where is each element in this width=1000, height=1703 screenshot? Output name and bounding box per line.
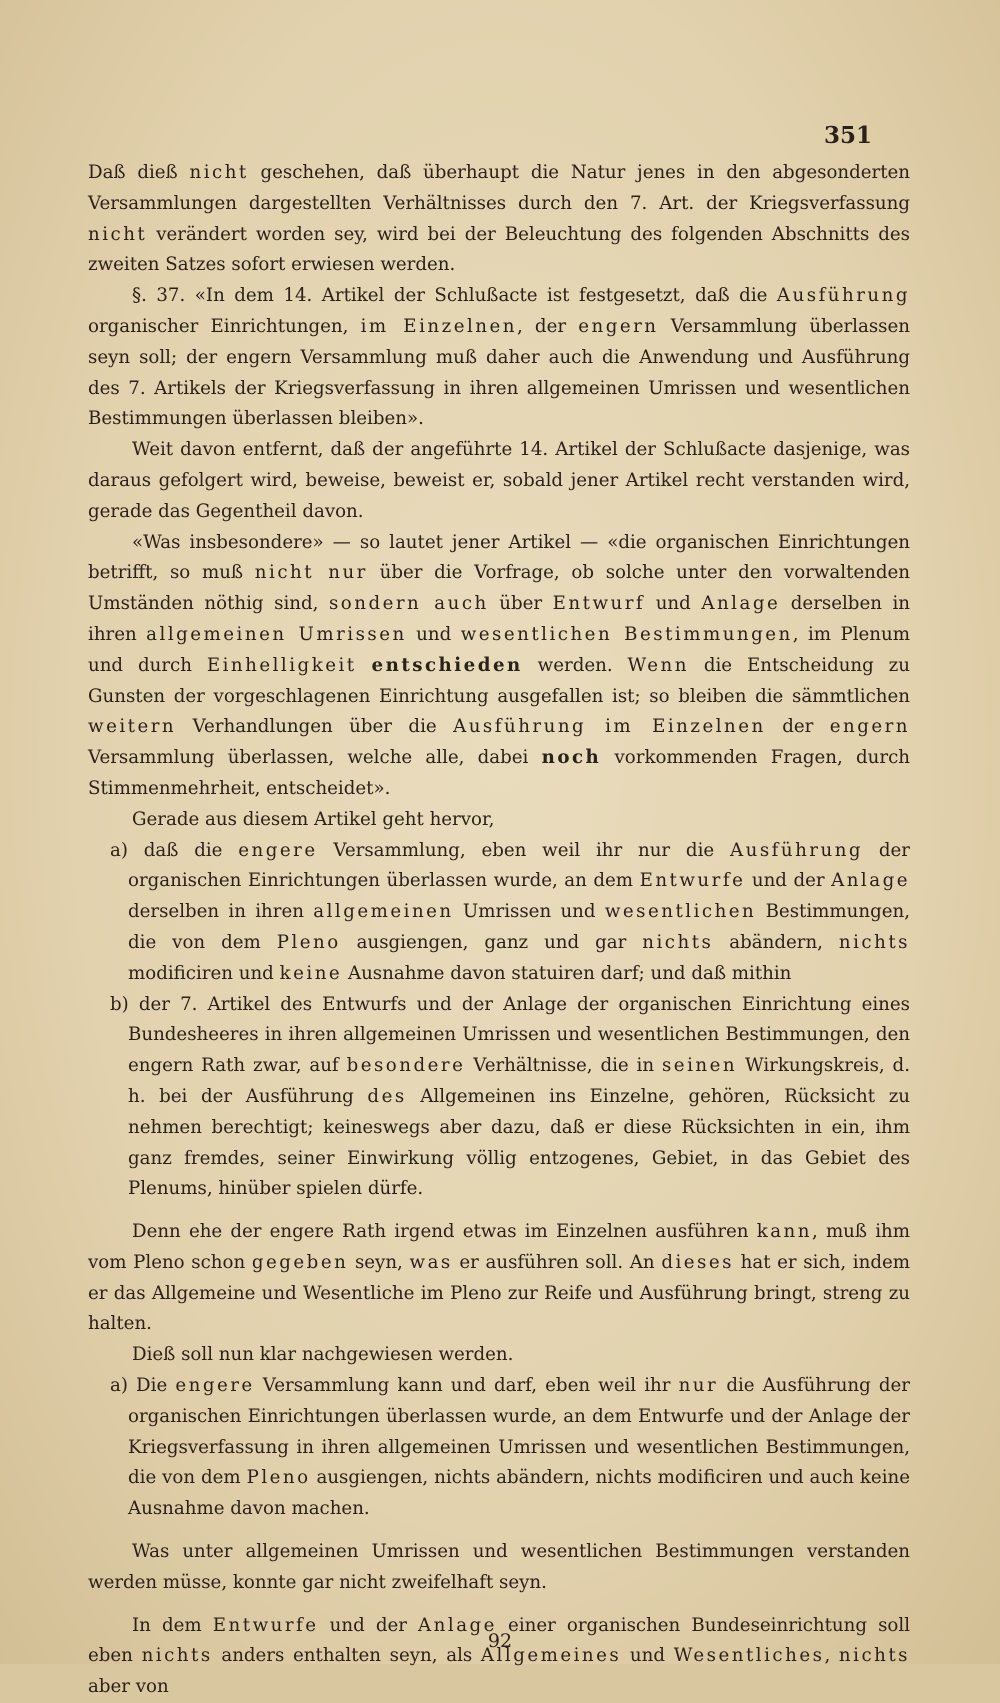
- emphasized-text: Wenn: [627, 654, 689, 676]
- emphasized-text: sondern auch: [328, 593, 489, 615]
- emphasized-text: wesentlichen: [604, 901, 757, 923]
- emphasized-text: dieses: [661, 1251, 734, 1273]
- text-run: hat er sich, indem er das Allgemeine und Wesentliche im Pleno zur Reife und Ausführung bringt, streng zu halten.: [88, 1251, 910, 1335]
- text-run: über: [488, 593, 553, 615]
- text-run: Versammlung kann und darf, eben weil ihr: [254, 1375, 679, 1397]
- text-run: Denn ehe der engere Rath irgend etwas im Einzelnen ausführen: [132, 1221, 757, 1243]
- text-run: modificiren und: [128, 962, 280, 984]
- text-run: ,: [824, 1645, 839, 1667]
- emphasized-text: nicht: [189, 162, 249, 183]
- text-run: der: [765, 716, 830, 738]
- emphasized-text: Ausführung: [776, 285, 910, 307]
- text-run: die Ausführung der organischen Einrichtungen überlassen wurde, an dem Entwurfe und der Anlage der Kriegsverfassung in ihren allgemeinen Umrissen und wesentlichen Bestimmungen, die von dem: [128, 1375, 910, 1489]
- emphasized-text: allgemeinen: [313, 901, 454, 923]
- text-run: Allgemeinen ins Einzelne, gehören, Rücksicht zu nehmen berechtigt; keineswegs aber dazu, daß er diese Rücksichten in ein, ihm ganz fremdes, seiner Einwirkung völlig entzogenes, Gebiet, in das Gebiet des Plenums, hinüber spielen dürfe.: [128, 1085, 910, 1200]
- text-run: a) Die: [110, 1375, 176, 1397]
- text-run: , muß ihm vom Pleno schon: [88, 1221, 910, 1273]
- emphasized-text: gegeben: [251, 1251, 349, 1273]
- emphasized-text: entschieden: [371, 654, 523, 676]
- text-run: [357, 655, 372, 676]
- emphasized-text: seinen: [661, 1055, 738, 1077]
- emphasized-text: Entwurfe: [212, 1614, 319, 1636]
- emphasized-text: Allgemeines: [480, 1645, 622, 1667]
- emphasized-text: wesentlichen Bestimmungen: [460, 623, 793, 645]
- paragraph: [88, 528, 910, 805]
- emphasized-text: Ausführung im Einzelnen: [453, 716, 766, 738]
- paragraph: [88, 836, 910, 990]
- emphasized-text: nichts: [141, 1645, 213, 1667]
- body-text: [88, 158, 910, 1703]
- paragraph: [88, 1371, 910, 1525]
- text-run: Umrissen und: [453, 901, 605, 923]
- text-run: und: [621, 1645, 674, 1667]
- text-run: geschehen, daß überhaupt die Natur jenes in den abgesonderten Versammlungen dargestellten Verhältnisses durch den 7. Art. der Kriegsverfassung: [88, 162, 910, 214]
- text-run: Versammlung, eben weil ihr nur die: [317, 839, 730, 861]
- text-run: Gerade aus diesem Artikel geht hervor,: [132, 808, 495, 830]
- text-run: Daß dieß: [88, 162, 190, 183]
- emphasized-text: besondere: [346, 1055, 466, 1077]
- paragraph: [88, 435, 910, 527]
- emphasized-text: noch: [541, 747, 602, 769]
- text-run: verändert worden sey, wird bei der Beleuchtung des folgenden Abschnitts des zweiten Satzes sofort erwiesen werden.: [88, 223, 910, 276]
- text-run: Versammlung überlassen, welche alle, dabei: [88, 747, 542, 769]
- emphasized-text: Pleno: [246, 1467, 311, 1489]
- emphasized-text: nur: [678, 1375, 719, 1397]
- emphasized-text: nichts: [838, 931, 910, 953]
- emphasized-text: Entwurf: [552, 593, 646, 615]
- emphasized-text: Einhelligkeit: [206, 654, 357, 676]
- emphasized-text: Anlage: [418, 1614, 497, 1636]
- text-run: ausgiengen, nichts abändern, nichts modificiren und auch keine Ausnahme davon machen.: [128, 1467, 910, 1520]
- text-run: «Was insbesondere» — so lautet jener Artikel — «die organischen Einrichtungen betrifft, so muß: [88, 531, 910, 584]
- text-run: Wirkungskreis, d. h. bei der Ausführung: [128, 1055, 910, 1107]
- text-run: vorkommenden Fragen, durch Stimmenmehrheit, entscheidet».: [88, 747, 910, 799]
- paragraph: [88, 158, 910, 281]
- text-run: Verhältnisse, die in: [465, 1055, 662, 1077]
- text-run: er ausführen soll. An: [452, 1251, 662, 1273]
- text-run: einer organischen Bundeseinrichtung soll eben: [88, 1614, 911, 1667]
- emphasized-text: Ausführung: [729, 839, 864, 861]
- text-run: abändern,: [713, 931, 839, 953]
- emphasized-text: Anlage: [831, 870, 910, 892]
- emphasized-text: nicht nur: [254, 562, 368, 584]
- text-run: In dem: [132, 1614, 213, 1636]
- text-run: ausgiengen, ganz und gar: [340, 931, 643, 953]
- text-run: §. 37. «In dem 14. Artikel der Schlußacte ist festgesetzt, daß die: [132, 285, 777, 307]
- emphasized-text: weitern: [88, 716, 177, 738]
- text-run: und: [406, 623, 461, 645]
- emphasized-text: was: [409, 1251, 453, 1273]
- text-run: und: [645, 593, 702, 615]
- text-run: der organischen Einrichtungen überlassen wurde, an dem: [128, 839, 910, 892]
- text-run: Dieß soll nun klar nachgewiesen werden.: [132, 1344, 514, 1366]
- emphasized-text: im Einzelnen: [360, 315, 517, 337]
- text-run: Was unter allgemeinen Umrissen und wesentlichen Bestimmungen verstanden werden müsse, konnte gar nicht zweifelhaft seyn.: [88, 1541, 910, 1593]
- paragraph: [88, 805, 910, 836]
- emphasized-text: nichts: [642, 931, 714, 953]
- text-run: , der: [516, 315, 579, 337]
- signature-mark: 92: [487, 1630, 513, 1652]
- text-run: a) daß die: [110, 839, 239, 861]
- emphasized-text: engere: [175, 1375, 255, 1397]
- text-run: Verhandlungen über die: [176, 716, 454, 738]
- paragraph: [88, 281, 910, 435]
- emphasized-text: Wesentliches: [673, 1645, 825, 1667]
- emphasized-text: nichts: [838, 1645, 910, 1667]
- text-run: die Entscheidung zu Gunsten der vorgeschlagenen Einrichtung ausgefallen ist; so bleiben die sämmtlichen: [88, 654, 910, 707]
- text-run: und der: [745, 870, 832, 892]
- text-run: Bestimmungen, die von dem: [128, 901, 910, 953]
- text-run: Versammlung überlassen seyn soll; der engern Versammlung muß daher auch die Anwendung und Ausführung des 7. Artikels der Kriegsverfassung in ihren allgemeinen Umrissen und wesentlichen Bestimmungen überlassen bleiben».: [88, 315, 910, 430]
- emphasized-text: allgemeinen Umrissen: [146, 623, 407, 645]
- emphasized-text: nicht: [88, 223, 148, 245]
- text-run: Weit davon entfernt, daß der angeführte 14. Artikel der Schlußacte dasjenige, was daraus gefolgert wird, beweise, beweist er, sobald jener Artikel recht verstanden wird, gerade das Gegentheil davon.: [88, 439, 910, 522]
- emphasized-text: engern: [829, 716, 911, 738]
- paragraph: [88, 1611, 910, 1703]
- emphasized-text: Pleno: [276, 931, 341, 953]
- emphasized-text: Entwurfe: [639, 870, 746, 892]
- emphasized-text: des: [367, 1085, 407, 1107]
- text-run: werden.: [522, 654, 628, 676]
- text-run: derselben in ihren: [128, 901, 314, 923]
- paragraph: [88, 990, 910, 1206]
- paragraph: [88, 1217, 910, 1340]
- text-run: Ausnahme davon statuiren darf; und daß mithin: [342, 962, 792, 984]
- emphasized-text: Anlage: [701, 593, 781, 615]
- text-run: anders enthalten seyn, als: [212, 1645, 481, 1667]
- paragraph: [88, 1340, 910, 1371]
- text-run: über die Vorfrage, ob solche unter den vorwaltenden Umständen nöthig sind,: [88, 562, 910, 615]
- text-run: aber von: [88, 1676, 169, 1698]
- text-run: seyn,: [348, 1251, 410, 1273]
- text-run: und der: [318, 1614, 419, 1636]
- text-run: , im Plenum und durch: [88, 623, 910, 676]
- paragraph: [88, 1537, 910, 1599]
- emphasized-text: engere: [238, 839, 318, 861]
- text-run: organischer Einrichtungen,: [88, 315, 361, 337]
- text-run: derselben in ihren: [88, 593, 910, 645]
- emphasized-text: engern: [578, 315, 659, 337]
- text-run: b) der 7. Artikel des Entwurfs und der Anlage der organischen Einrichtung eines Bundesheeres in ihren allgemeinen Umrissen und wesentlichen Bestimmungen, den engern Rath zwar, auf: [110, 993, 910, 1077]
- page-number: 351: [823, 122, 872, 149]
- emphasized-text: kann: [756, 1221, 812, 1243]
- emphasized-text: keine: [279, 962, 343, 984]
